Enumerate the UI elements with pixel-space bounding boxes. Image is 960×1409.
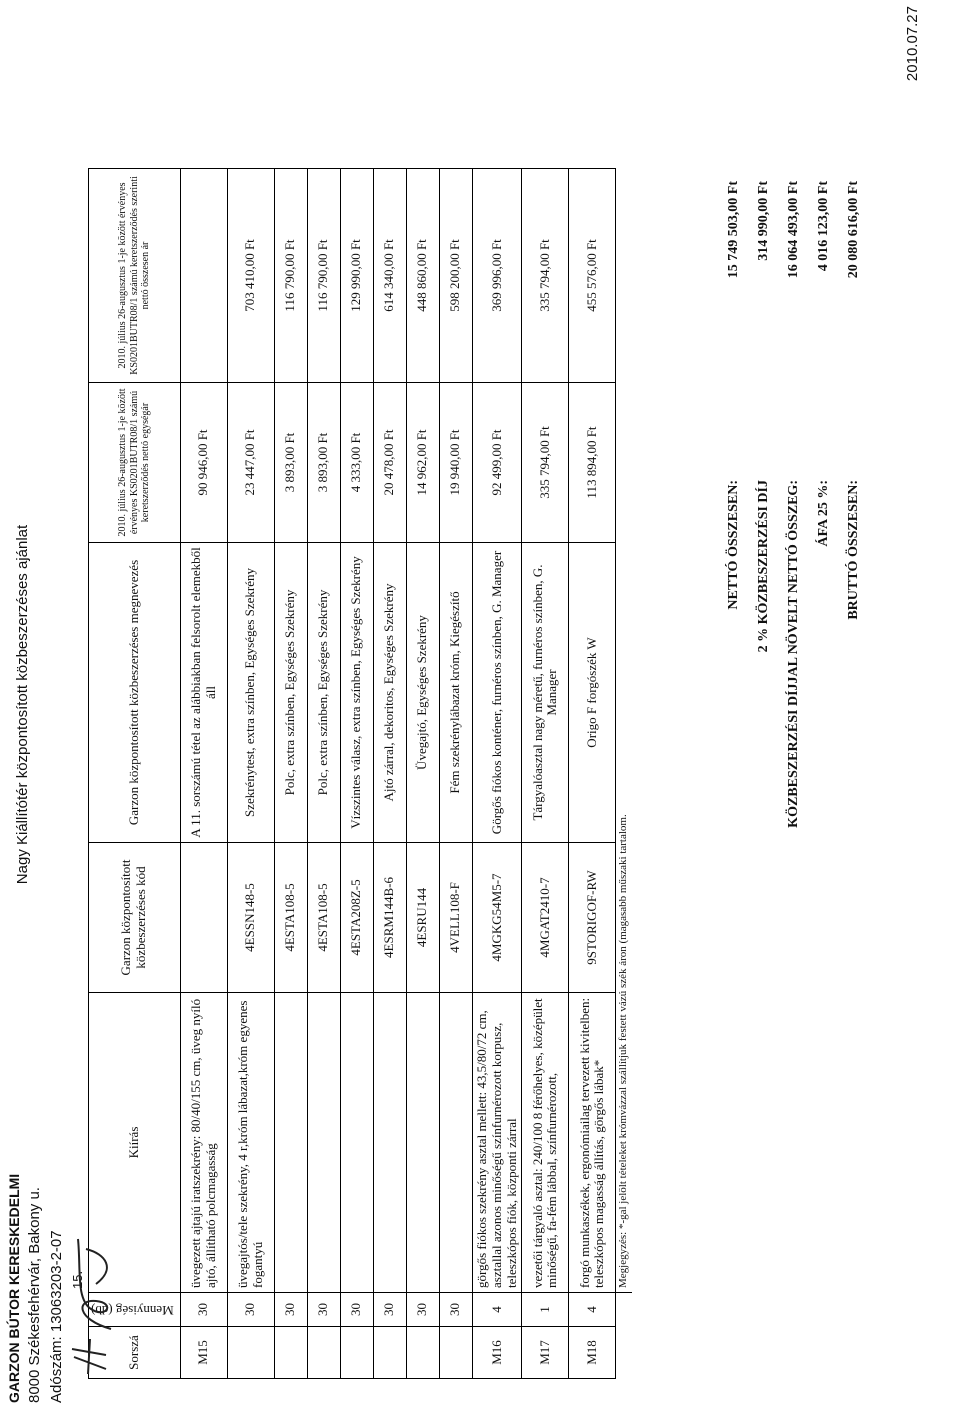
cell-egysegar: 335 794,00 Ft [522, 383, 569, 543]
cell-kod: 4ESTA108-5 [274, 843, 307, 993]
cell-osszesen: 703 410,00 Ft [227, 169, 274, 383]
header-megnevezes: Garzon központosított közbeszerzéses megnevezés [89, 543, 181, 843]
cell-mennyiseg: 30 [180, 1293, 227, 1327]
header-kiiras: Kiírás [89, 993, 181, 1293]
cell-osszesen [180, 169, 227, 383]
cell-egysegar: 3 893,00 Ft [307, 383, 340, 543]
cell-mennyiseg: 30 [274, 1293, 307, 1327]
header-osszesen: 2010. július 26-augusztus 1-je között érvényes KS0201BUTR08/1 számú keretszerződés szerinti nettó összesen ár [89, 169, 181, 383]
header-egysegar: 2010. július 26-augusztus 1-je között érvényes KS0201BUTR08/1 számú keretszerződés nettó egységár [89, 383, 181, 543]
cell-kiiras [406, 993, 439, 1293]
cell-kod: 4VELL108-F [439, 843, 472, 993]
cell-kiiras [340, 993, 373, 1293]
total-label: BRUTTÓ ÖSSZESEN: [846, 480, 861, 620]
cell-kod: 4ESRM144B-6 [373, 843, 406, 993]
cell-kod: 4MGAT2410-7 [522, 843, 569, 993]
cell-mennyiseg: 30 [439, 1293, 472, 1327]
cell-osszesen: 598 200,00 Ft [439, 169, 472, 383]
cell-megnevezes: Polc, extra színben, Egységes Szekrény [307, 543, 340, 843]
cell-kiiras [439, 993, 472, 1293]
cell-osszesen: 369 996,00 Ft [472, 169, 522, 383]
cell-megnevezes: Szekrénytest, extra színben, Egységes Szekrény [227, 543, 274, 843]
cell-megnevezes: Tárgyalóasztal nagy méretű, furnéros színben, G. Manager [522, 543, 569, 843]
cell-egysegar: 20 478,00 Ft [373, 383, 406, 543]
stamp-line-company: GARZON BÚTOR KERESKEDELMI [6, 1173, 22, 1403]
cell-megnevezes: Vízszintes válasz, extra színben, Egységes Szekrény [340, 543, 373, 843]
table-row [439, 169, 472, 1379]
cell-egysegar: 113 894,00 Ft [569, 383, 616, 543]
cell-mennyiseg: 30 [227, 1293, 274, 1327]
cell-kiiras: forgó munkaszékek, ergonómiailag tervezett kivitelben: teleszkópos magasság állítás, görgős lábak* [569, 993, 616, 1293]
cell-sorszam [439, 1327, 472, 1379]
cell-kod: 4ESRU144 [406, 843, 439, 993]
cell-kiiras [307, 993, 340, 1293]
total-label: NETTÓ ÖSSZESEN: [726, 480, 741, 610]
stamp-line-address: 8000 Székesfehérvár, Bakony u. [26, 1187, 43, 1403]
cell-egysegar: 19 940,00 Ft [439, 383, 472, 543]
table-row [406, 169, 439, 1379]
table-row [340, 169, 373, 1379]
cell-megnevezes: Ajtó zárral, dekoritos, Egységes Szekrény [373, 543, 406, 843]
total-value: 20 080 616,00 Ft [846, 181, 861, 279]
cell-kod: 4ESSN148-5 [227, 843, 274, 993]
total-value: 15 749 503,00 Ft [726, 181, 741, 279]
cell-megnevezes: Origo F forgószék W [569, 543, 616, 843]
cell-osszesen: 455 576,00 Ft [569, 169, 616, 383]
cell-sorszam [274, 1327, 307, 1379]
document-title: Nagy Kiállítótér központosított közbeszerzéses ajánlat [14, 524, 31, 885]
cell-mennyiseg: 4 [569, 1293, 616, 1327]
total-label: 2 % KÖZBESZERZÉSI DÍJ [756, 480, 771, 653]
cell-egysegar: 4 333,00 Ft [340, 383, 373, 543]
cell-egysegar: 23 447,00 Ft [227, 383, 274, 543]
table-row [307, 169, 340, 1379]
header-mennyiseg-text: Mennyiség (db) [91, 1302, 174, 1318]
cell-megnevezes: Üvegajtó, Egységes Szekrény [406, 543, 439, 843]
cell-mennyiseg: 30 [406, 1293, 439, 1327]
cell-osszesen: 614 340,00 Ft [373, 169, 406, 383]
cell-egysegar: 90 946,00 Ft [180, 383, 227, 543]
cell-kiiras [274, 993, 307, 1293]
cell-kiiras [373, 993, 406, 1293]
cell-osszesen: 448 860,00 Ft [406, 169, 439, 383]
company-stamp [0, 1140, 250, 1409]
total-label: ÁFA 25 %: [816, 480, 831, 547]
table-row [472, 169, 522, 1379]
cell-sorszam [373, 1327, 406, 1379]
table-row [522, 169, 569, 1379]
total-label: KÖZBESZERZÉSI DÍJJAL NÖVELT NETTÓ ÖSSZEG: [786, 480, 801, 828]
header-sorszam: Sorszá [89, 1327, 181, 1379]
cell-kiiras: üvegajtós/tele szekrény, 4 r,króm lábazat,króm egyenes fogantyú [227, 993, 274, 1293]
cell-megnevezes: Fém szekrénylábazat króm, Kiegészítő [439, 543, 472, 843]
cell-mennyiseg: 30 [307, 1293, 340, 1327]
signature-scribble [66, 1229, 126, 1379]
cell-kiiras: görgős fiókos szekrény asztal mellett: 43,5/80/72 cm, asztallal azonos minőségű színfurnérozott korpusz, teleszkópos fiók, központi zárral [472, 993, 522, 1293]
stamp-line-taxnumber: Adószám: 13063203-2-07 [48, 1230, 65, 1403]
header-kod: Garzon központosított közbeszerzéses kód [89, 843, 181, 993]
cell-osszesen: 335 794,00 Ft [522, 169, 569, 383]
cell-kod: 9STORIGOF-RW [569, 843, 616, 993]
cell-mennyiseg: 30 [340, 1293, 373, 1327]
cell-kod: 4ESTA108-5 [307, 843, 340, 993]
cell-sorszam [340, 1327, 373, 1379]
cell-osszesen: 129 990,00 Ft [340, 169, 373, 383]
cell-sorszam: M18 [569, 1327, 616, 1379]
cell-sorszam: M15 [180, 1327, 227, 1379]
cell-sorszam [406, 1327, 439, 1379]
cell-kod [180, 843, 227, 993]
cell-kiiras: vezetői tárgyaló asztal: 240/100 8 férőhelyes, középület minőségű, fa-fém lábbal, színfurnérozott, [522, 993, 569, 1293]
cell-mennyiseg: 4 [472, 1293, 522, 1327]
cell-mennyiseg: 1 [522, 1293, 569, 1327]
table-row [569, 169, 616, 1379]
table-note: Megjegyzés: *-gal jelölt tételeket krómvázzal szállítjuk festett vázú szék áron (magasabb műszaki tartalom. [616, 169, 632, 1293]
cell-megnevezes: Görgős fiókos konténer, furnéros színben, G. Manager [472, 543, 522, 843]
cell-sorszam [307, 1327, 340, 1379]
cell-mennyiseg: 30 [373, 1293, 406, 1327]
total-value: 16 064 493,00 Ft [786, 181, 801, 279]
cell-kod: 4MGKG54M5-7 [472, 843, 522, 993]
cell-osszesen: 116 790,00 Ft [274, 169, 307, 383]
total-value: 4 016 123,00 Ft [816, 181, 831, 272]
stamp-line-number: 15. [70, 1270, 85, 1289]
table-row [274, 169, 307, 1379]
cell-sorszam: M17 [522, 1327, 569, 1379]
totals-block [726, 0, 926, 1409]
table-row [373, 169, 406, 1379]
cell-egysegar: 3 893,00 Ft [274, 383, 307, 543]
cell-kod: 4ESTA208Z-5 [340, 843, 373, 993]
cell-megnevezes: Polc, extra színben, Egységes Szekrény [274, 543, 307, 843]
cell-egysegar: 92 499,00 Ft [472, 383, 522, 543]
total-value: 314 990,00 Ft [756, 181, 771, 261]
cell-kiiras: üvegezett ajtajú iratszekrény: 80/40/155 cm, üveg nyíló ajtó, állítható polcmagasság [180, 993, 227, 1293]
cell-egysegar: 14 962,00 Ft [406, 383, 439, 543]
cell-sorszam: M16 [472, 1327, 522, 1379]
cell-osszesen: 116 790,00 Ft [307, 169, 340, 383]
note-row [616, 169, 632, 1379]
document-date: 2010.07.27 [904, 6, 921, 82]
cell-megnevezes: A 11. sorszámú tétel az alábbiakban felsorolt elemekből áll [180, 543, 227, 843]
